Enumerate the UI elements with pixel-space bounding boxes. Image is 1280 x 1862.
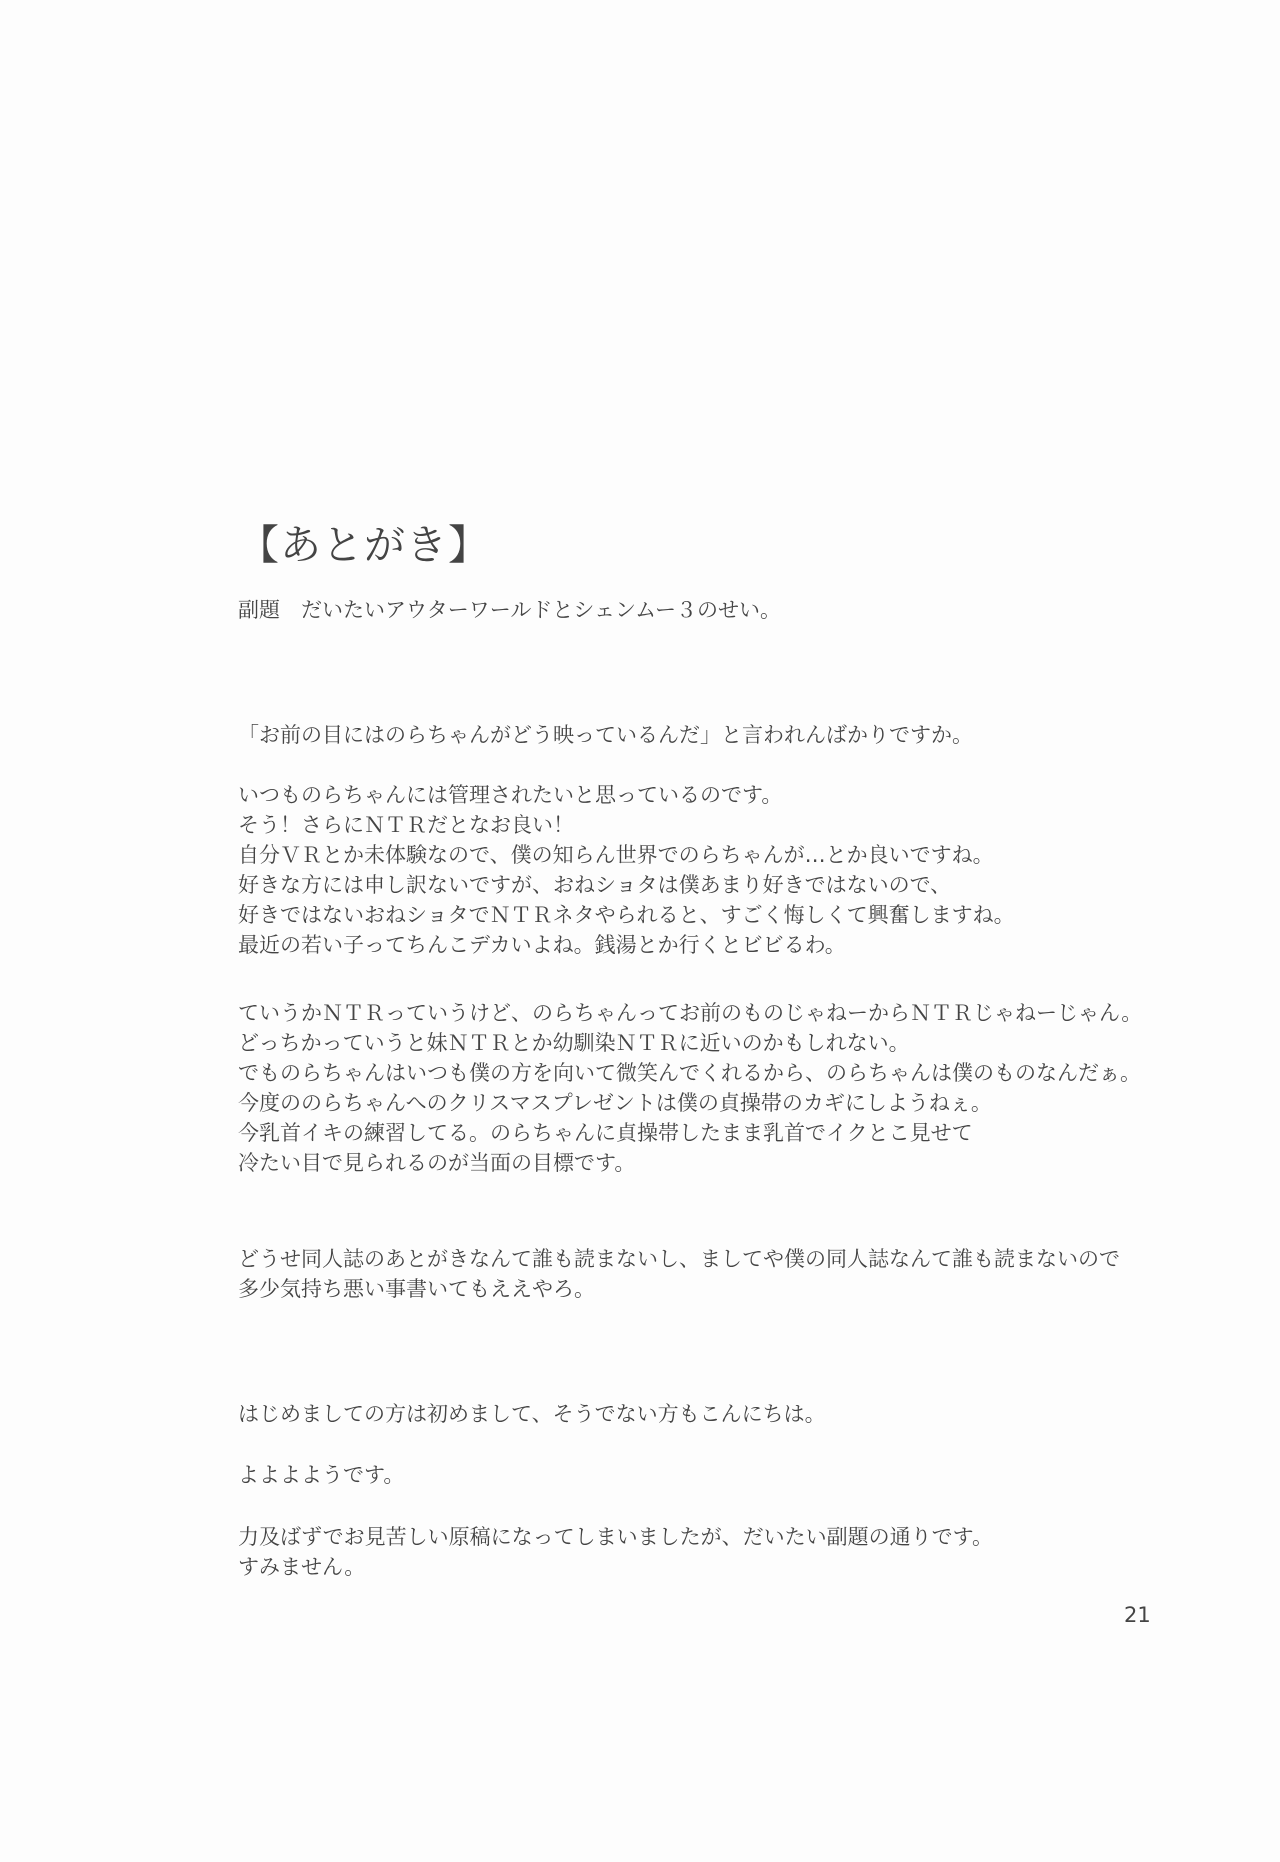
text-line: そう！さらにＮＴＲだとなお良い！ <box>238 813 574 837</box>
text-line: どうせ同人誌のあとがきなんて誰も読まないし、ましてや僕の同人誌なんて誰も読まないので <box>238 1247 1120 1271</box>
text-line: いつものらちゃんには管理されたいと思っているのです。 <box>238 783 783 807</box>
text-line: はじめましての方は初めまして、そうでない方もこんにちは。 <box>238 1402 826 1426</box>
afterword-subtitle: 副題 だいたいアウターワールドとシェンムー３のせい。 <box>238 598 782 622</box>
text-line: でものらちゃんはいつも僕の方を向いて微笑んでくれるから、のらちゃんは僕のものなんだぁ。 <box>238 1061 1141 1085</box>
text-line: 好きではないおねショタでＮＴＲネタやられると、すごく悔しくて興奮しますね。 <box>238 903 1015 927</box>
text-line: 今度ののらちゃんへのクリスマスプレゼントは僕の貞操帯のカギにしようねぇ。 <box>238 1091 992 1115</box>
text-line: 多少気持ち悪い事書いてもええやろ。 <box>238 1277 595 1301</box>
afterword-title: 【あとがき】 <box>238 521 490 569</box>
text-line: ていうかＮＴＲっていうけど、のらちゃんってお前のものじゃねーからＮＴＲじゃねーじゃん。 <box>238 1001 1143 1025</box>
text-line: 自分ＶＲとか未体験なので、僕の知らん世界でのらちゃんが…とか良いですね。 <box>238 843 994 867</box>
text-line: 力及ばずでお見苦しい原稿になってしまいましたが、だいたい副題の通りです。 <box>238 1525 993 1549</box>
page-number: 21 <box>1124 1603 1151 1627</box>
text-line: 好きな方には申し訳ないですが、おねショタは僕あまり好きではないので、 <box>238 873 952 897</box>
text-line: すみません。 <box>238 1555 366 1579</box>
text-line: 冷たい目で見られるのが当面の目標です。 <box>238 1151 636 1175</box>
text-line: 「お前の目にはのらちゃんがどう映っているんだ」と言われんばかりですか。 <box>238 723 973 747</box>
text-line: 最近の若い子ってちんこデカいよね。銭湯とか行くとビビるわ。 <box>238 933 846 957</box>
text-line: どっちかっていうと妹ＮＴＲとか幼馴染ＮＴＲに近いのかもしれない。 <box>238 1031 910 1055</box>
text-line: 今乳首イキの練習してる。のらちゃんに貞操帯したまま乳首でイクとこ見せて <box>238 1121 973 1145</box>
text-line: よよよようです。 <box>238 1463 405 1487</box>
